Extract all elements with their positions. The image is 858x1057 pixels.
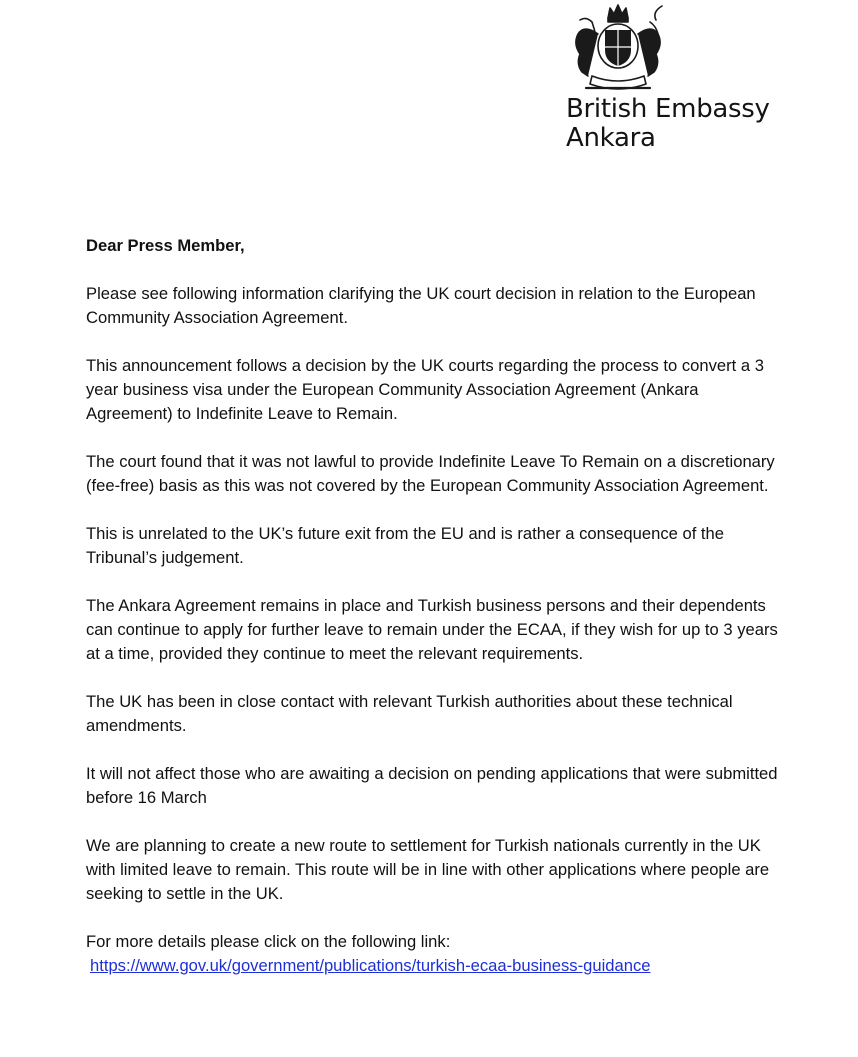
paragraph-court-finding: The court found that it was not lawful to provide Indefinite Leave To Remain on a discretionary (fee-free) basis as this was not covered by the European Community Association Agreement.	[86, 452, 775, 495]
embassy-name-line-2: Ankara	[566, 123, 656, 153]
link-paragraph	[86, 930, 786, 978]
guidance-link[interactable]: https://www.gov.uk/government/publications/turkish-ecaa-business-guidance	[90, 956, 651, 975]
letterhead	[558, 0, 848, 165]
paragraph-announcement: This announcement follows a decision by the UK courts regarding the process to convert a 3 year business visa under the European Community Association Agreement (Ankara Agreement) to Indefinite Leave to Remain.	[86, 356, 764, 423]
paragraph-eu-exit: This is unrelated to the UK’s future exit from the EU and is rather a consequence of the Tribunal’s judgement.	[86, 524, 724, 567]
paragraph-new-route: We are planning to create a new route to settlement for Turkish nationals currently in the UK with limited leave to remain. This route will be in line with other applications where people are seeking to settle in the UK.	[86, 836, 770, 903]
embassy-name-line-1: British Embassy	[566, 94, 770, 124]
paragraph-pending-applications: It will not affect those who are awaiting a decision on pending applications that were submitted before 16 March	[86, 764, 778, 807]
salutation: Dear Press Member,	[86, 236, 245, 255]
paragraph-ankara-agreement: The Ankara Agreement remains in place and Turkish business persons and their dependents can continue to apply for further leave to remain under the ECAA, if they wish for up to 3 years at a time, provided they continue to meet the relevant requirements.	[86, 596, 778, 663]
paragraph-contact: The UK has been in close contact with relevant Turkish authorities about these technical amendments.	[86, 692, 733, 735]
letter-body	[86, 234, 786, 1002]
royal-coat-of-arms-icon	[558, 0, 678, 96]
paragraph-court-decision-intro: Please see following information clarifying the UK court decision in relation to the European Community Association Agreement.	[86, 284, 756, 327]
embassy-name	[566, 95, 770, 153]
link-intro: For more details please click on the following link:	[86, 932, 451, 951]
